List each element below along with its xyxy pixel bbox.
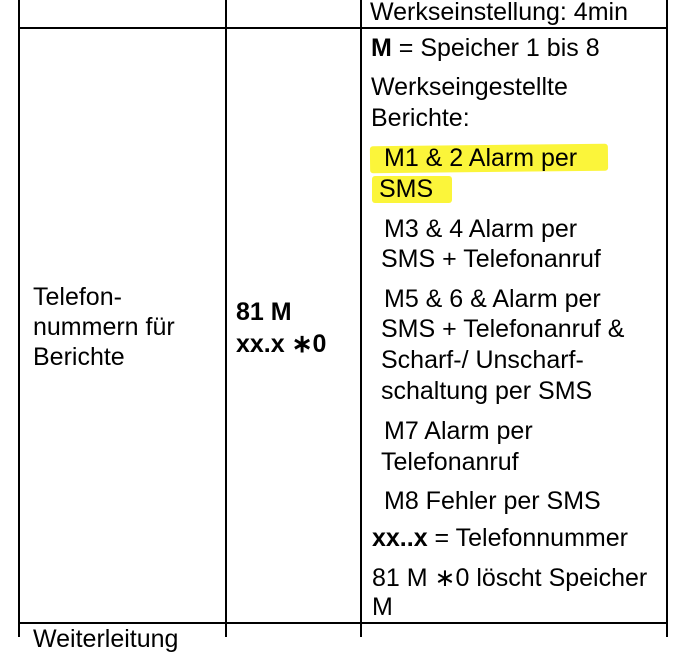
row-label-line: Telefon- xyxy=(33,283,122,311)
memory-entry-m7: Telefonanruf xyxy=(381,448,519,476)
code-line: 81 M xyxy=(236,298,292,326)
memory-entry-m3-m4: SMS + Telefonanruf xyxy=(381,245,601,273)
memory-entry-m5-m6: Scharf-/ Unscharf- xyxy=(381,346,584,374)
memory-definition-text: = Speicher 1 bis 8 xyxy=(391,34,600,62)
table-border-left xyxy=(18,0,20,637)
row-divider-top xyxy=(18,27,668,29)
memory-entry-m1-m2: M1 & 2 Alarm per xyxy=(384,144,578,172)
code-line: xx.x ∗0 xyxy=(236,330,327,358)
defaults-heading: Berichte: xyxy=(371,104,470,132)
defaults-heading: Werkseingestellte xyxy=(371,73,568,101)
row-label-line: Berichte xyxy=(33,343,125,371)
table-border-col3 xyxy=(360,0,362,637)
row-label-line: nummern für xyxy=(33,313,175,341)
table-border-col2 xyxy=(225,0,227,637)
memory-entry-m1-m2: SMS xyxy=(379,175,434,203)
memory-entry-m5-m6: M5 & 6 & Alarm per xyxy=(384,285,601,313)
memory-entry-m3-m4: M3 & 4 Alarm per xyxy=(384,215,578,243)
memory-key: M xyxy=(371,34,392,62)
delete-instruction: 81 M ∗0 löscht Speicher xyxy=(372,564,648,592)
next-row-label: Weiterleitung xyxy=(33,625,179,653)
memory-entry-m5-m6: schaltung per SMS xyxy=(381,377,593,405)
previous-row-text: Werkseinstellung: 4min xyxy=(370,0,628,26)
delete-instruction: M xyxy=(372,593,393,621)
table-border-right xyxy=(666,0,668,637)
memory-definition xyxy=(371,33,600,63)
phone-definition-text: = Telefonnummer xyxy=(427,524,628,552)
memory-entry-m7: M7 Alarm per xyxy=(384,417,533,445)
phone-key: xx..x xyxy=(372,524,428,552)
memory-entry-m5-m6: SMS + Telefonanruf & xyxy=(381,315,625,343)
phone-definition xyxy=(372,523,628,553)
memory-entry-m8: M8 Fehler per SMS xyxy=(384,487,601,515)
